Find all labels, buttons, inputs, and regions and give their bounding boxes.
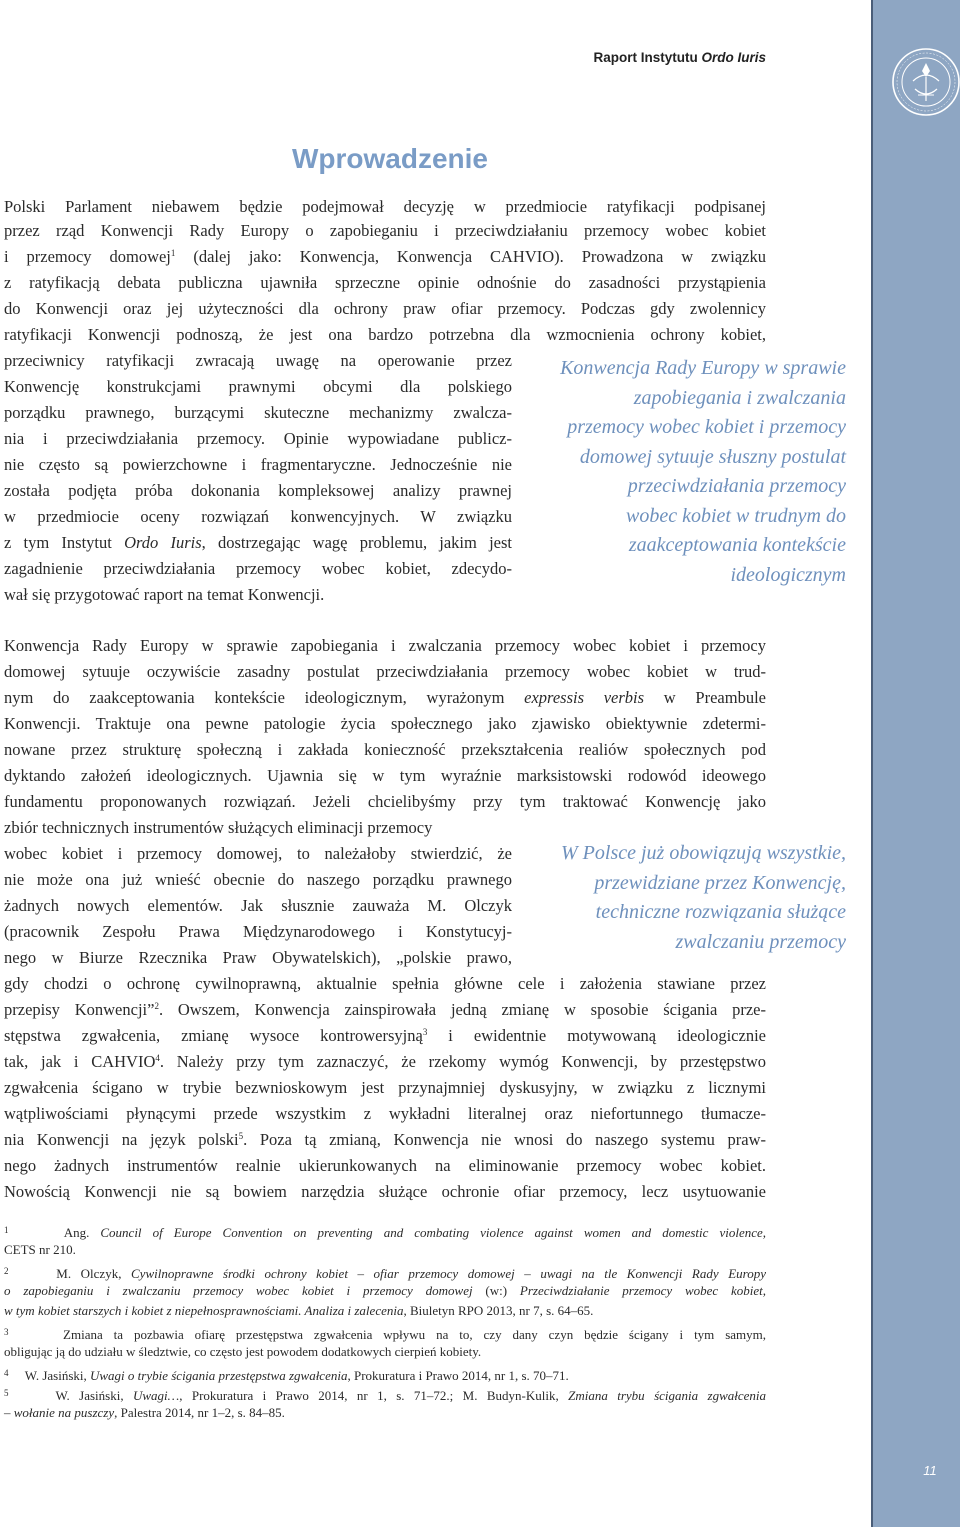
pull-quote-line: zaakceptowania kontekście xyxy=(628,534,846,556)
text-line: nie często są powierzchowne i fragmentaryczne. Jednocześnie nie xyxy=(4,455,512,474)
text-span: , Biuletyn RPO 2013, nr 7, s. 64–65. xyxy=(403,1303,594,1318)
text-span: nia Konwencji na język polski xyxy=(4,1130,239,1149)
text-line: dyktando założeń ideologicznych. Ujawnia się w tym wyraźnie marksistowski rodowód ideowego xyxy=(4,766,766,785)
footnote-ref: 5 xyxy=(238,1131,244,1141)
text-line: zbiór technicznych instrumentów służących eliminacji przemocy xyxy=(4,818,433,837)
footnote-line xyxy=(4,1283,766,1299)
text-span: (w:) xyxy=(472,1283,520,1298)
pull-quote xyxy=(522,839,846,957)
text-span: Ang. xyxy=(63,1225,101,1240)
pull-quote-line: przewidziane przez Konwencję, xyxy=(594,871,846,894)
text-line: Konwencji. Traktuje ona pewne patologie życia społecznego jako zjawisko obiektywnie zdetermi- xyxy=(4,714,766,733)
text-span-italic: o zapobieganiu i zwalczaniu przemocy wobec kobiet i przemocy domowej xyxy=(4,1283,473,1298)
text-span-italic: expressis verbis xyxy=(524,688,645,707)
text-span: , Palestra 2014, nr 1–2, s. 84–85. xyxy=(114,1405,285,1420)
right-color-band xyxy=(871,0,960,1527)
text-line xyxy=(4,688,766,708)
text-line xyxy=(4,533,512,553)
pull-quote-line: zapobiegania i zwalczania xyxy=(633,386,846,409)
footnote-line xyxy=(4,1324,766,1343)
text-line: wał się przygotować raport na temat Konwencji. xyxy=(4,585,325,604)
footnote-line xyxy=(4,1303,766,1319)
text-line: porządku prawnego, burzącymi skuteczne mechanizmy zwalcza- xyxy=(4,403,512,422)
text-span: Zmiana ta pozbawia ofiarę przestępstwa zgwałcenia wpływu na to, czy dany czyn będzie ścigany i tym samym, xyxy=(63,1327,767,1342)
text-span: . Należy przy tym zaznaczyć, że rzekomy wymóg Konwencji, by przestępstwo xyxy=(159,1052,766,1071)
footnote-ref: 2 xyxy=(154,1001,159,1011)
text-line: do Konwencji oraz jej użyteczności dla ochrony praw ofiar przemocy. Podczas gdy zwolennicy xyxy=(4,299,766,318)
text-line: nowane przez strukturę społeczną i zakłada konieczność przekształcenia realiów społecznych pod xyxy=(4,740,766,759)
footnote-line xyxy=(4,1365,766,1384)
text-span-italic: Zmiana trybu ścigania zgwałcenia xyxy=(568,1388,767,1403)
text-line: (pracownik Zespołu Prawa Międzynarodowego i Konstytucyj- xyxy=(4,922,512,941)
footnote-line: obligując ją do udziału w śledztwie, co często jest powodem dodatkowych cierpień kobiety. xyxy=(4,1344,482,1359)
footnote-ref: 1 xyxy=(170,248,176,258)
institute-seal-icon xyxy=(891,47,960,117)
text-span: . Owszem, Konwencja zainspirowała jedną zmianę w sposobie ścigania prze- xyxy=(158,1000,766,1019)
pull-quote-line: zwalczaniu przemocy xyxy=(675,930,846,953)
footnote-line xyxy=(4,1385,766,1404)
footnote-number: 1 xyxy=(4,1225,9,1235)
text-span: , Prokuratura i Prawo 2014, nr 1, s. 70–71. xyxy=(347,1368,569,1383)
footnote-ref: 3 xyxy=(422,1027,428,1037)
text-span-italic: Cywilnoprawne środki ochrony kobiet – ofiar przemocy domowej – uwagi na tle Konwencji Rady Europy xyxy=(131,1266,766,1281)
pull-quote-line: techniczne rozwiązania służące xyxy=(595,901,846,923)
text-span: w Preambule xyxy=(644,688,766,707)
text-span: , dostrzegając wagę problemu, jakim jest xyxy=(201,533,512,552)
text-line: nego w Biurze Rzecznika Praw Obywatelskich), „polskie prawo, xyxy=(4,948,512,967)
footnote-line xyxy=(4,1222,766,1241)
text-line: ratyfikacji Konwencji podnoszą, że jest ona bardzo potrzebna dla wzmocnienia ochrony kobiet, xyxy=(4,325,766,344)
text-span: przepisy Konwencji” xyxy=(4,1000,155,1019)
text-span: . Poza tą zmianą, Konwencja nie wnosi do naszego systemu praw- xyxy=(243,1130,767,1149)
page-number: 11 xyxy=(923,1463,937,1478)
text-span-italic: Uwagi… xyxy=(132,1388,180,1403)
text-line: w przedmiocie oceny rozwiązań konwencyjnych. W związku xyxy=(4,507,512,526)
footnote-number: 3 xyxy=(4,1327,9,1337)
text-line: została podjęta próba dokonania kompleksowej analizy prawnej xyxy=(4,481,512,500)
text-span-italic: w tym kobiet starszych i kobiet z niepełnosprawnościami. Analiza i zalecenia xyxy=(4,1303,404,1318)
page-title: Wprowadzenie xyxy=(291,143,488,174)
text-line: żadnych nowych elementów. Jak słusznie zauważa M. Olczyk xyxy=(4,896,512,915)
footnote-number: 5 xyxy=(4,1388,9,1398)
text-span: stępstwa zgwałcenia, zmianę wysoce kontrowersyjną xyxy=(4,1026,423,1045)
text-span-italic: Council of Europe Convention on preventing and combating violence against women and domestic violence, xyxy=(100,1225,767,1240)
running-header-italic: Ordo Iuris xyxy=(701,50,766,65)
pull-quote-line: W Polsce już obowiązują wszystkie, xyxy=(561,842,846,864)
text-span: , Prokuratura i Prawo 2014, nr 1, s. 71–72.; M. Budyn-Kulik, xyxy=(179,1388,569,1403)
pull-quote-line: Konwencja Rady Europy w sprawie xyxy=(560,357,846,379)
text-line: wątpliwościami płynącymi przede wszystkim z wykładni literalnej oraz niefortunnego tłumacze- xyxy=(4,1104,766,1123)
text-line: przeciwnicy ratyfikacji zwracają uwagę na operowanie przez xyxy=(4,351,512,370)
pull-quote-line: przeciwdziałania przemocy xyxy=(627,475,846,497)
running-header-text: Raport Instytutu xyxy=(593,50,702,65)
text-span-italic: – wołanie na puszczy xyxy=(4,1405,115,1420)
text-line xyxy=(4,1052,766,1072)
pull-quote-line: przemocy wobec kobiet i przemocy xyxy=(567,416,846,438)
text-line: Konwencja Rady Europy w sprawie zapobiegania i zwalczania przemocy wobec kobiet i przemocy xyxy=(4,636,766,655)
text-line: Konwencję konstrukcjami prawnymi obcymi dla polskiego xyxy=(4,377,512,396)
footnote-ref: 4 xyxy=(155,1053,160,1063)
text-span: tak, jak i CAHVIO xyxy=(4,1052,156,1071)
text-line: przez rząd Konwencji Rady Europy o zapobieganiu i przeciwdziałaniu przemocy wobec kobiet xyxy=(4,221,766,240)
text-span: z tym Instytut xyxy=(4,533,125,552)
footnote-line: CETS nr 210. xyxy=(4,1242,76,1257)
text-span-italic: Uwagi o trybie ścigania przestępstwa zgwałcenia xyxy=(90,1368,348,1383)
text-line: Nowością Konwencji nie są bowiem narzędzia służące ochronie ofiar przemocy, lecz usytuowanie xyxy=(4,1182,766,1201)
text-line: Polski Parlament niebawem będzie podejmował decyzję w przedmiocie ratyfikacji podpisanej xyxy=(4,197,766,216)
text-line: nia i przeciwdziałania przemocy. Opinie wypowiadane publicz- xyxy=(4,429,512,448)
running-header xyxy=(560,50,766,65)
text-line: wobec kobiet i przemocy domowej, to należałoby stwierdzić, że xyxy=(4,844,512,863)
footnote-number: 4 xyxy=(4,1368,9,1378)
text-span-italic: Przeciwdziałanie przemocy wobec kobiet, xyxy=(519,1283,767,1298)
pull-quote-line: wobec kobiet w trudnym do xyxy=(626,504,846,527)
text-line xyxy=(4,247,766,267)
text-line xyxy=(4,1130,766,1150)
text-line xyxy=(4,1000,766,1020)
footnote-line xyxy=(4,1405,766,1421)
text-line: gdy chodzi o ochronę cywilnoprawną, aktualnie spełnia główne cele i założenia stawiane przez xyxy=(4,974,766,993)
text-span: i przemocy domowej xyxy=(4,247,171,266)
footnote-line xyxy=(4,1263,766,1282)
pull-quote-line: domowej sytuuje słuszny postulat xyxy=(579,445,846,468)
text-line: nie może ona już wnieść obecnie do naszego porządku prawnego xyxy=(4,870,512,889)
pull-quote-line: ideologicznym xyxy=(730,563,846,586)
text-span: W. Jasiński, xyxy=(24,1368,90,1383)
text-line: zagadnienie przeciwdziałania przemocy wobec kobiet, zdecydo- xyxy=(4,559,512,578)
text-line: zgwałcenia ścigano w trybie bezwnioskowym jest przynajmniej dyskusyjny, w związku z licznymi xyxy=(4,1078,766,1097)
text-span: i ewidentnie motywowaną ideologicznie xyxy=(427,1026,766,1045)
footnote-number: 2 xyxy=(4,1266,9,1276)
text-line: domowej sytuuje oczywiście zasadny postulat przeciwdziałania przemocy wobec kobiet w trud- xyxy=(4,662,766,681)
text-span: nym do zaakceptowania kontekście ideologicznym, wyrażonym xyxy=(4,688,525,707)
text-span: W. Jasiński, xyxy=(55,1388,133,1403)
pull-quote xyxy=(522,354,846,590)
text-line: nego żadnych instrumentów realnie ukierunkowanych na eliminowanie przemocy wobec kobiet. xyxy=(4,1156,766,1175)
text-line: fundamentu proponowanych rozwiązań. Jeżeli chcielibyśmy przy tym traktować Konwencję jako xyxy=(4,792,766,811)
text-span: (dalej jako: Konwencja, Konwencja CAHVIO). Prowadzona w związku xyxy=(193,247,767,266)
text-span-italic: Ordo Iuris xyxy=(124,533,202,552)
text-span: M. Olczyk, xyxy=(56,1266,132,1281)
text-line: z ratyfikacją debata publiczna ujawniła sprzeczne opinie odnośnie do zasadności przystąpienia xyxy=(4,273,766,292)
text-line xyxy=(4,1026,766,1046)
